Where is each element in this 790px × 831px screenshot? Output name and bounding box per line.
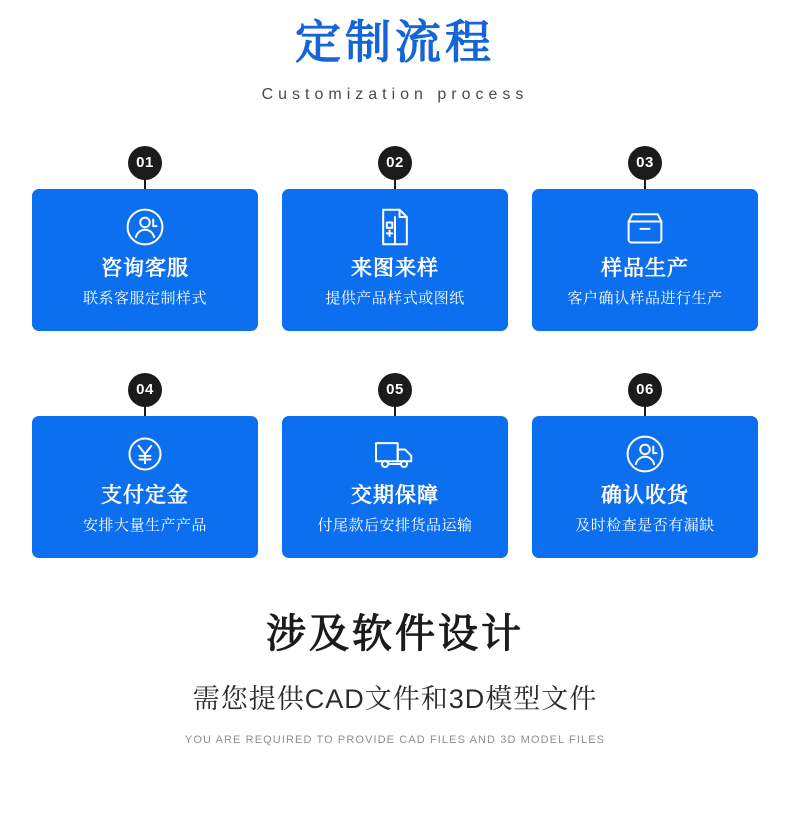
step-title: 样品生产 xyxy=(601,256,689,280)
step-badge: 01 xyxy=(128,146,162,180)
step-badge: 05 xyxy=(378,373,412,407)
steps-grid xyxy=(32,146,758,558)
step-card[interactable] xyxy=(532,416,758,558)
step-card[interactable] xyxy=(32,189,258,331)
drawing-document-icon xyxy=(375,205,415,249)
step-card[interactable] xyxy=(32,416,258,558)
step-desc: 提供产品样式或图纸 xyxy=(325,289,465,307)
step-card[interactable] xyxy=(282,189,508,331)
step-desc: 及时检查是否有漏缺 xyxy=(575,516,715,534)
step-title: 交期保障 xyxy=(351,483,439,507)
step-04 xyxy=(32,373,258,558)
header xyxy=(0,0,790,104)
step-06 xyxy=(532,373,758,558)
step-badge: 04 xyxy=(128,373,162,407)
footer xyxy=(0,602,790,746)
step-badge: 02 xyxy=(378,146,412,180)
headset-support-icon xyxy=(123,205,167,249)
step-01 xyxy=(32,146,258,331)
headset-support-icon xyxy=(623,432,667,476)
step-title: 支付定金 xyxy=(101,483,189,507)
step-desc: 安排大量生产产品 xyxy=(82,516,207,534)
footer-english-note: YOU ARE REQUIRED TO PROVIDE CAD FILES AND 3D MODEL FILES xyxy=(184,733,606,746)
step-badge: 03 xyxy=(628,146,662,180)
step-05 xyxy=(282,373,508,558)
step-card[interactable] xyxy=(282,416,508,558)
step-02 xyxy=(282,146,508,331)
step-desc: 联系客服定制样式 xyxy=(82,289,207,307)
step-03 xyxy=(532,146,758,331)
step-title: 咨询客服 xyxy=(101,256,189,280)
footer-title: 涉及软件设计 xyxy=(266,611,524,656)
step-badge: 06 xyxy=(628,373,662,407)
page-title: 定制流程 xyxy=(295,16,495,68)
footer-subtitle: 需您提供CAD文件和3D模型文件 xyxy=(192,683,598,714)
step-title: 确认收货 xyxy=(601,483,689,507)
step-desc: 付尾款后安排货品运输 xyxy=(317,516,473,534)
yuan-payment-icon xyxy=(124,432,166,476)
delivery-truck-icon xyxy=(372,432,418,476)
step-card[interactable] xyxy=(532,189,758,331)
step-desc: 客户确认样品进行生产 xyxy=(567,289,723,307)
page-subtitle: Customization process xyxy=(261,85,529,103)
package-box-icon xyxy=(623,205,667,249)
step-title: 来图来样 xyxy=(351,256,439,280)
